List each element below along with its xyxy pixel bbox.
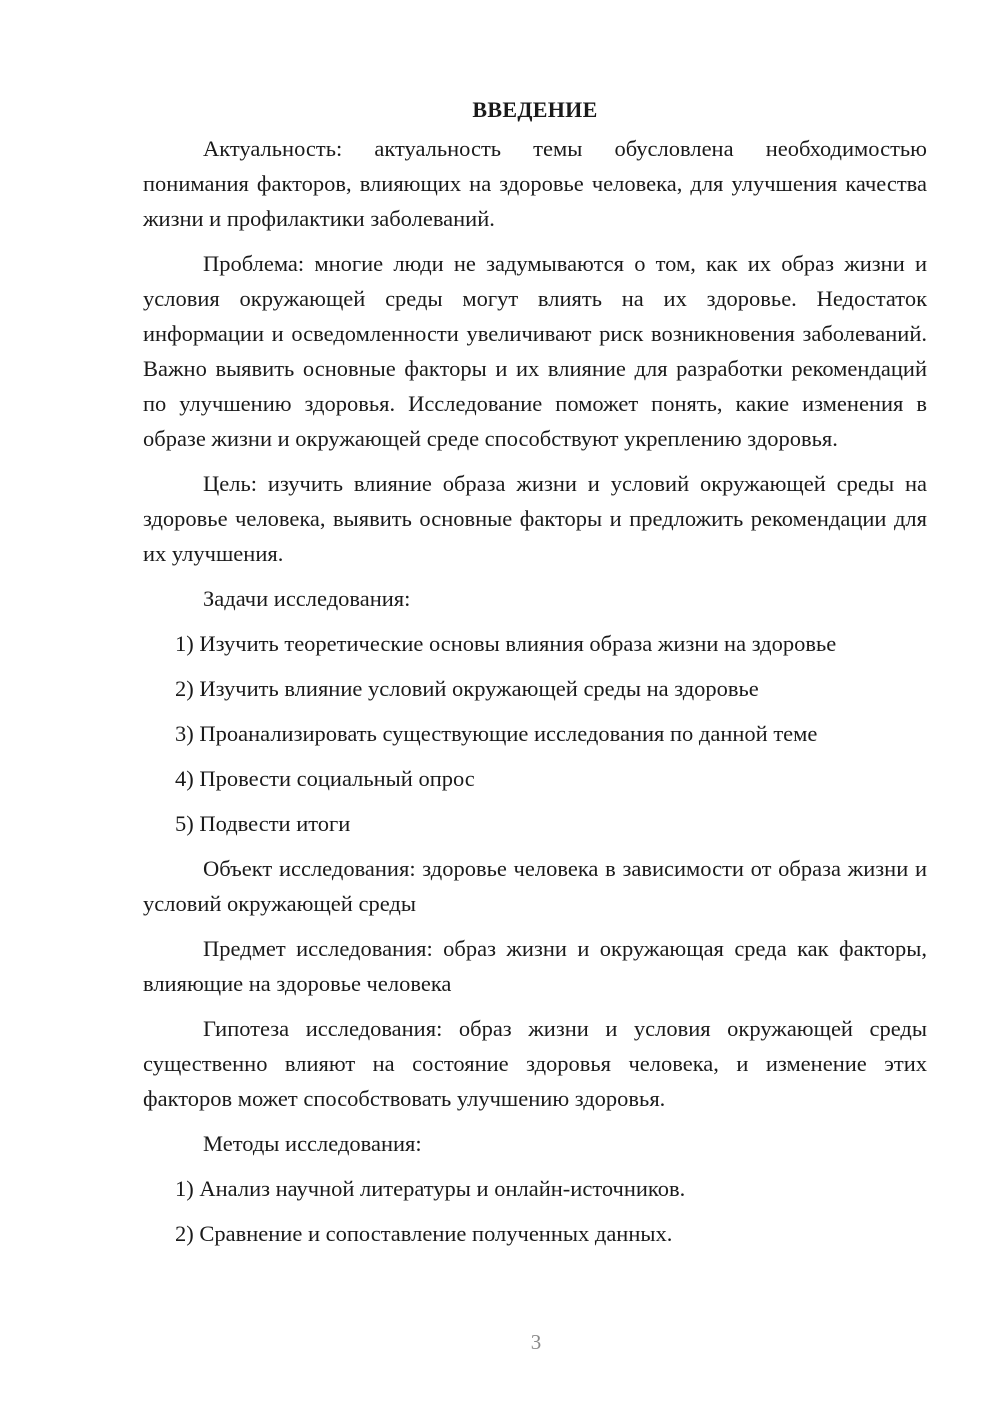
list-item: 5) Подвести итоги	[175, 811, 351, 836]
subject-paragraph: Предмет исследования: образ жизни и окружающая среда как факторы, влияющие на здоровье человека	[143, 936, 927, 996]
list-item: 3) Проанализировать существующие исследования по данной теме	[175, 721, 818, 746]
list-item: 2) Изучить влияние условий окружающей среды на здоровье	[175, 676, 759, 701]
object-paragraph: Объект исследования: здоровье человека в зависимости от образа жизни и условий окружающей среды	[143, 856, 927, 916]
tasks-list	[143, 626, 927, 841]
methods-list	[143, 1171, 927, 1251]
section-title: ВВЕДЕНИЕ	[472, 97, 598, 122]
list-item: 4) Провести социальный опрос	[175, 766, 475, 791]
hypothesis-paragraph: Гипотеза исследования: образ жизни и условия окружающей среды существенно влияют на состояние здоровья человека, и изменение этих факторов может способствовать улучшению здоровья.	[143, 1016, 927, 1111]
methods-label: Методы исследования:	[203, 1131, 422, 1156]
document-page	[143, 92, 927, 1261]
list-item: 1) Анализ научной литературы и онлайн-источников.	[175, 1176, 686, 1201]
relevance-paragraph: Актуальность: актуальность темы обусловлена необходимостью понимания факторов, влияющих на здоровье человека, для улучшения качества жизни и профилактики заболеваний.	[143, 136, 927, 231]
goal-paragraph: Цель: изучить влияние образа жизни и условий окружающей среды на здоровье человека, выявить основные факторы и предложить рекомендации для их улучшения.	[143, 471, 927, 566]
list-item: 1) Изучить теоретические основы влияния образа жизни на здоровье	[175, 631, 837, 656]
list-item: 2) Сравнение и сопоставление полученных данных.	[175, 1221, 673, 1246]
problem-paragraph: Проблема: многие люди не задумываются о том, как их образ жизни и условия окружающей среды могут влиять на их здоровье. Недостаток информации и осведомленности увеличивают риск возникновения заболеваний. Важно выявить основные факторы и их влияние для разработки рекомендаций по улучшению здоровья. Исследование поможет понять, какие изменения в образе жизни и окружающей среде способствуют укреплению здоровья.	[143, 251, 927, 451]
page-number: 3	[530, 1330, 542, 1354]
tasks-label: Задачи исследования:	[203, 586, 411, 611]
